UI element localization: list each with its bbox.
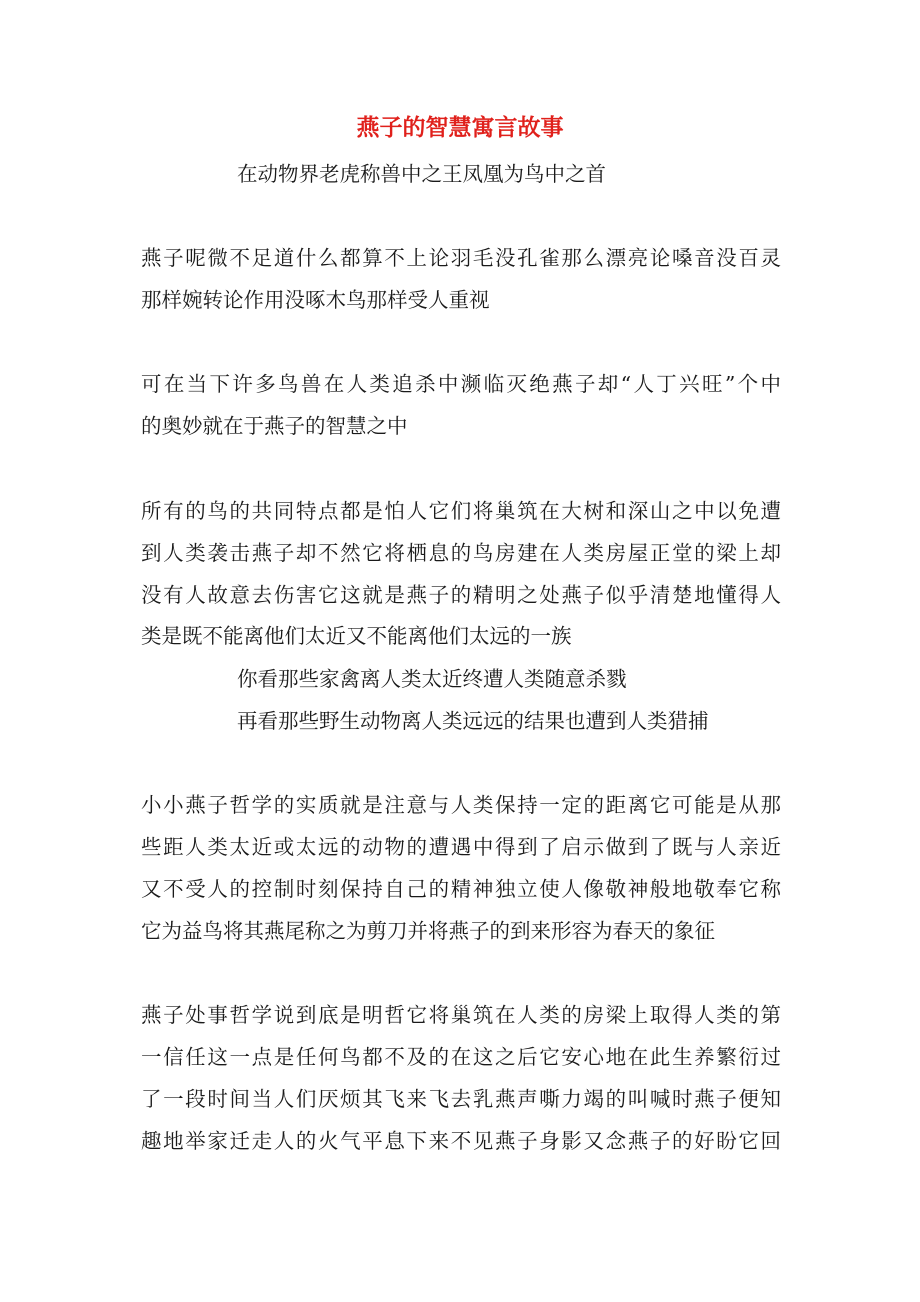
- paragraph-line: 再看那些野生动物离人类远远的结果也遭到人类猎捕: [237, 709, 709, 733]
- paragraph-line: 趣地举家迁走人的火气平息下来不见燕子身影又念燕子的好盼它回: [141, 1129, 781, 1153]
- paragraph-line: 又不受人的控制时刻保持自己的精神独立使人像敬神般地敬奉它称: [141, 877, 781, 901]
- paragraph-line: 些距人类太近或太远的动物的遭遇中得到了启示做到了既与人亲近: [141, 835, 781, 859]
- paragraph-line: 在动物界老虎称兽中之王凤凰为鸟中之首: [237, 162, 606, 186]
- paragraph-line: 燕子呢微不足道什么都算不上论羽毛没孔雀那么漂亮论嗓音没百灵: [141, 246, 781, 270]
- paragraph-line: 可在当下许多鸟兽在人类追杀中濒临灭绝燕子却“人丁兴旺”个中: [141, 372, 781, 396]
- paragraph-line: 了一段时间当人们厌烦其飞来飞去乳燕声嘶力竭的叫喊时燕子便知: [141, 1087, 781, 1111]
- paragraph-line: 类是既不能离他们太近又不能离他们太远的一族: [141, 624, 572, 648]
- paragraph-line: 到人类袭击燕子却不然它将栖息的鸟房建在人类房屋正堂的梁上却: [141, 541, 781, 565]
- paragraph-line: 你看那些家禽离人类太近终遭人类随意杀戮: [237, 667, 627, 691]
- paragraph-line: 那样婉转论作用没啄木鸟那样受人重视: [141, 288, 490, 312]
- paragraph-line: 燕子处事哲学说到底是明哲它将巢筑在人类的房梁上取得人类的第: [141, 1003, 781, 1027]
- document-title: 燕子的智慧寓言故事: [356, 114, 564, 141]
- paragraph-line: 没有人故意去伤害它这就是燕子的精明之处燕子似乎清楚地懂得人: [141, 583, 781, 607]
- paragraph-line: 一信任这一点是任何鸟都不及的在这之后它安心地在此生养繁衍过: [141, 1045, 781, 1069]
- paragraph-line: 所有的鸟的共同特点都是怕人它们将巢筑在大树和深山之中以免遭: [141, 499, 781, 523]
- paragraph-line: 它为益鸟将其燕尾称之为剪刀并将燕子的到来形容为春天的象征: [141, 919, 715, 943]
- paragraph-line: 小小燕子哲学的实质就是注意与人类保持一定的距离它可能是从那: [141, 793, 781, 817]
- paragraph-line: 的奥妙就在于燕子的智慧之中: [141, 414, 408, 438]
